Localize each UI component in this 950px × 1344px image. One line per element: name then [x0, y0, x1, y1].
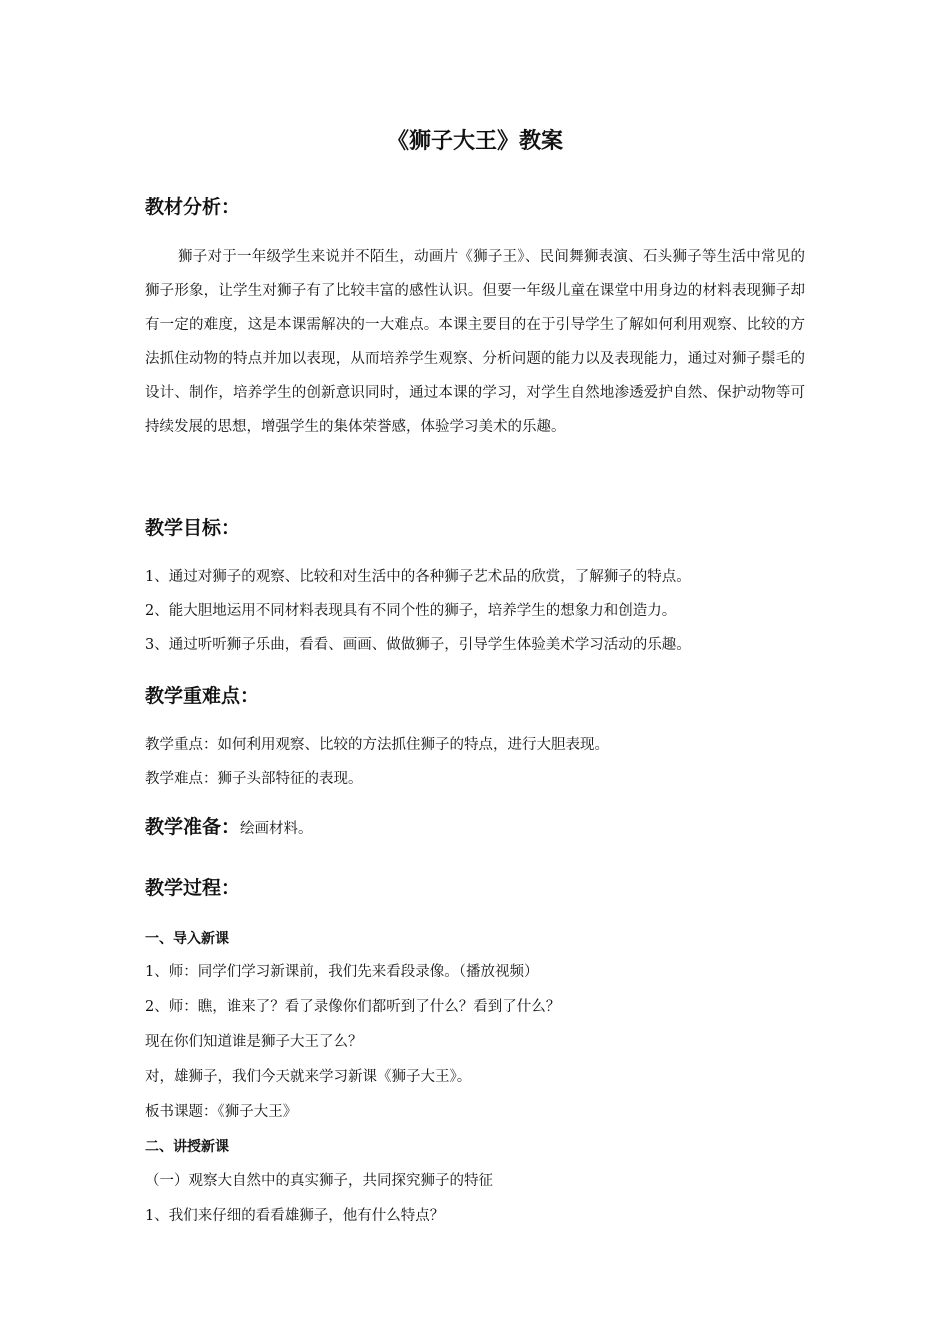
key-point-item-1: 教学重点：如何利用观察、比较的方法抓住狮子的特点，进行大胆表现。	[145, 737, 609, 753]
part1-item-2: 2、师：瞧，谁来了？看了录像你们都听到了什么？看到了什么？	[145, 999, 561, 1015]
goal-item-2: 2、能大胆地运用不同材料表现具有不同个性的狮子，培养学生的想象力和创造力。	[145, 603, 677, 619]
analysis-heading: 教材分析：	[145, 196, 241, 218]
part1-item-1: 1、师：同学们学习新课前，我们先来看段录像。（播放视频）	[145, 964, 539, 980]
preparation-heading	[145, 813, 313, 843]
part1-item-3: 现在你们知道谁是狮子大王了么？	[145, 1034, 363, 1050]
part1-item-4: 对，雄狮子，我们今天就来学习新课《狮子大王》。	[145, 1069, 472, 1085]
part1-heading: 一、导入新课	[145, 931, 229, 947]
key-points-heading: 教学重难点：	[145, 685, 260, 707]
key-point-item-2: 教学难点：狮子头部特征的表现。	[145, 771, 363, 787]
analysis-paragraph: 狮子对于一年级学生来说并不陌生，动画片《狮子王》、民间舞狮表演、石头狮子等生活中常见的狮子形象，让学生对狮子有了比较丰富的感性认识。但要一年级儿童在课堂中用身边的材料表现狮子却有一定的难度，这是本课需解决的一大难点。本课主要目的在于引导学生了解如何利用观察、比较的方法抓住动物的特点并加以表现，从而培养学生观察、分析问题的能力以及表现能力，通过对狮子鬃毛的设计、制作，培养学生的创新意识同时，通过本课的学习，对学生自然地渗透爱护自然、保护动物等可持续发展的思想，增强学生的集体荣誉感，体验学习美术的乐趣。	[145, 249, 805, 435]
goal-item-3: 3、通过听听狮子乐曲，看看、画画、做做狮子，引导学生体验美术学习活动的乐趣。	[145, 637, 691, 653]
part2-item-1: （一）观察大自然中的真实狮子，共同探究狮子的特征	[145, 1173, 493, 1189]
document-title: 《狮子大王》教案	[386, 129, 563, 154]
part1-item-5: 板书课题：《狮子大王》	[145, 1104, 298, 1120]
goals-heading: 教学目标：	[145, 517, 241, 539]
preparation-text: 绘画材料。	[240, 821, 313, 837]
preparation-heading-label: 教学准备：	[145, 816, 241, 838]
part2-heading: 二、讲授新课	[145, 1139, 229, 1155]
part2-item-2: 1、我们来仔细的看看雄狮子，他有什么特点？	[145, 1208, 445, 1224]
process-heading: 教学过程：	[145, 877, 241, 899]
goal-item-1: 1、通过对狮子的观察、比较和对生活中的各种狮子艺术品的欣赏，了解狮子的特点。	[145, 569, 691, 585]
